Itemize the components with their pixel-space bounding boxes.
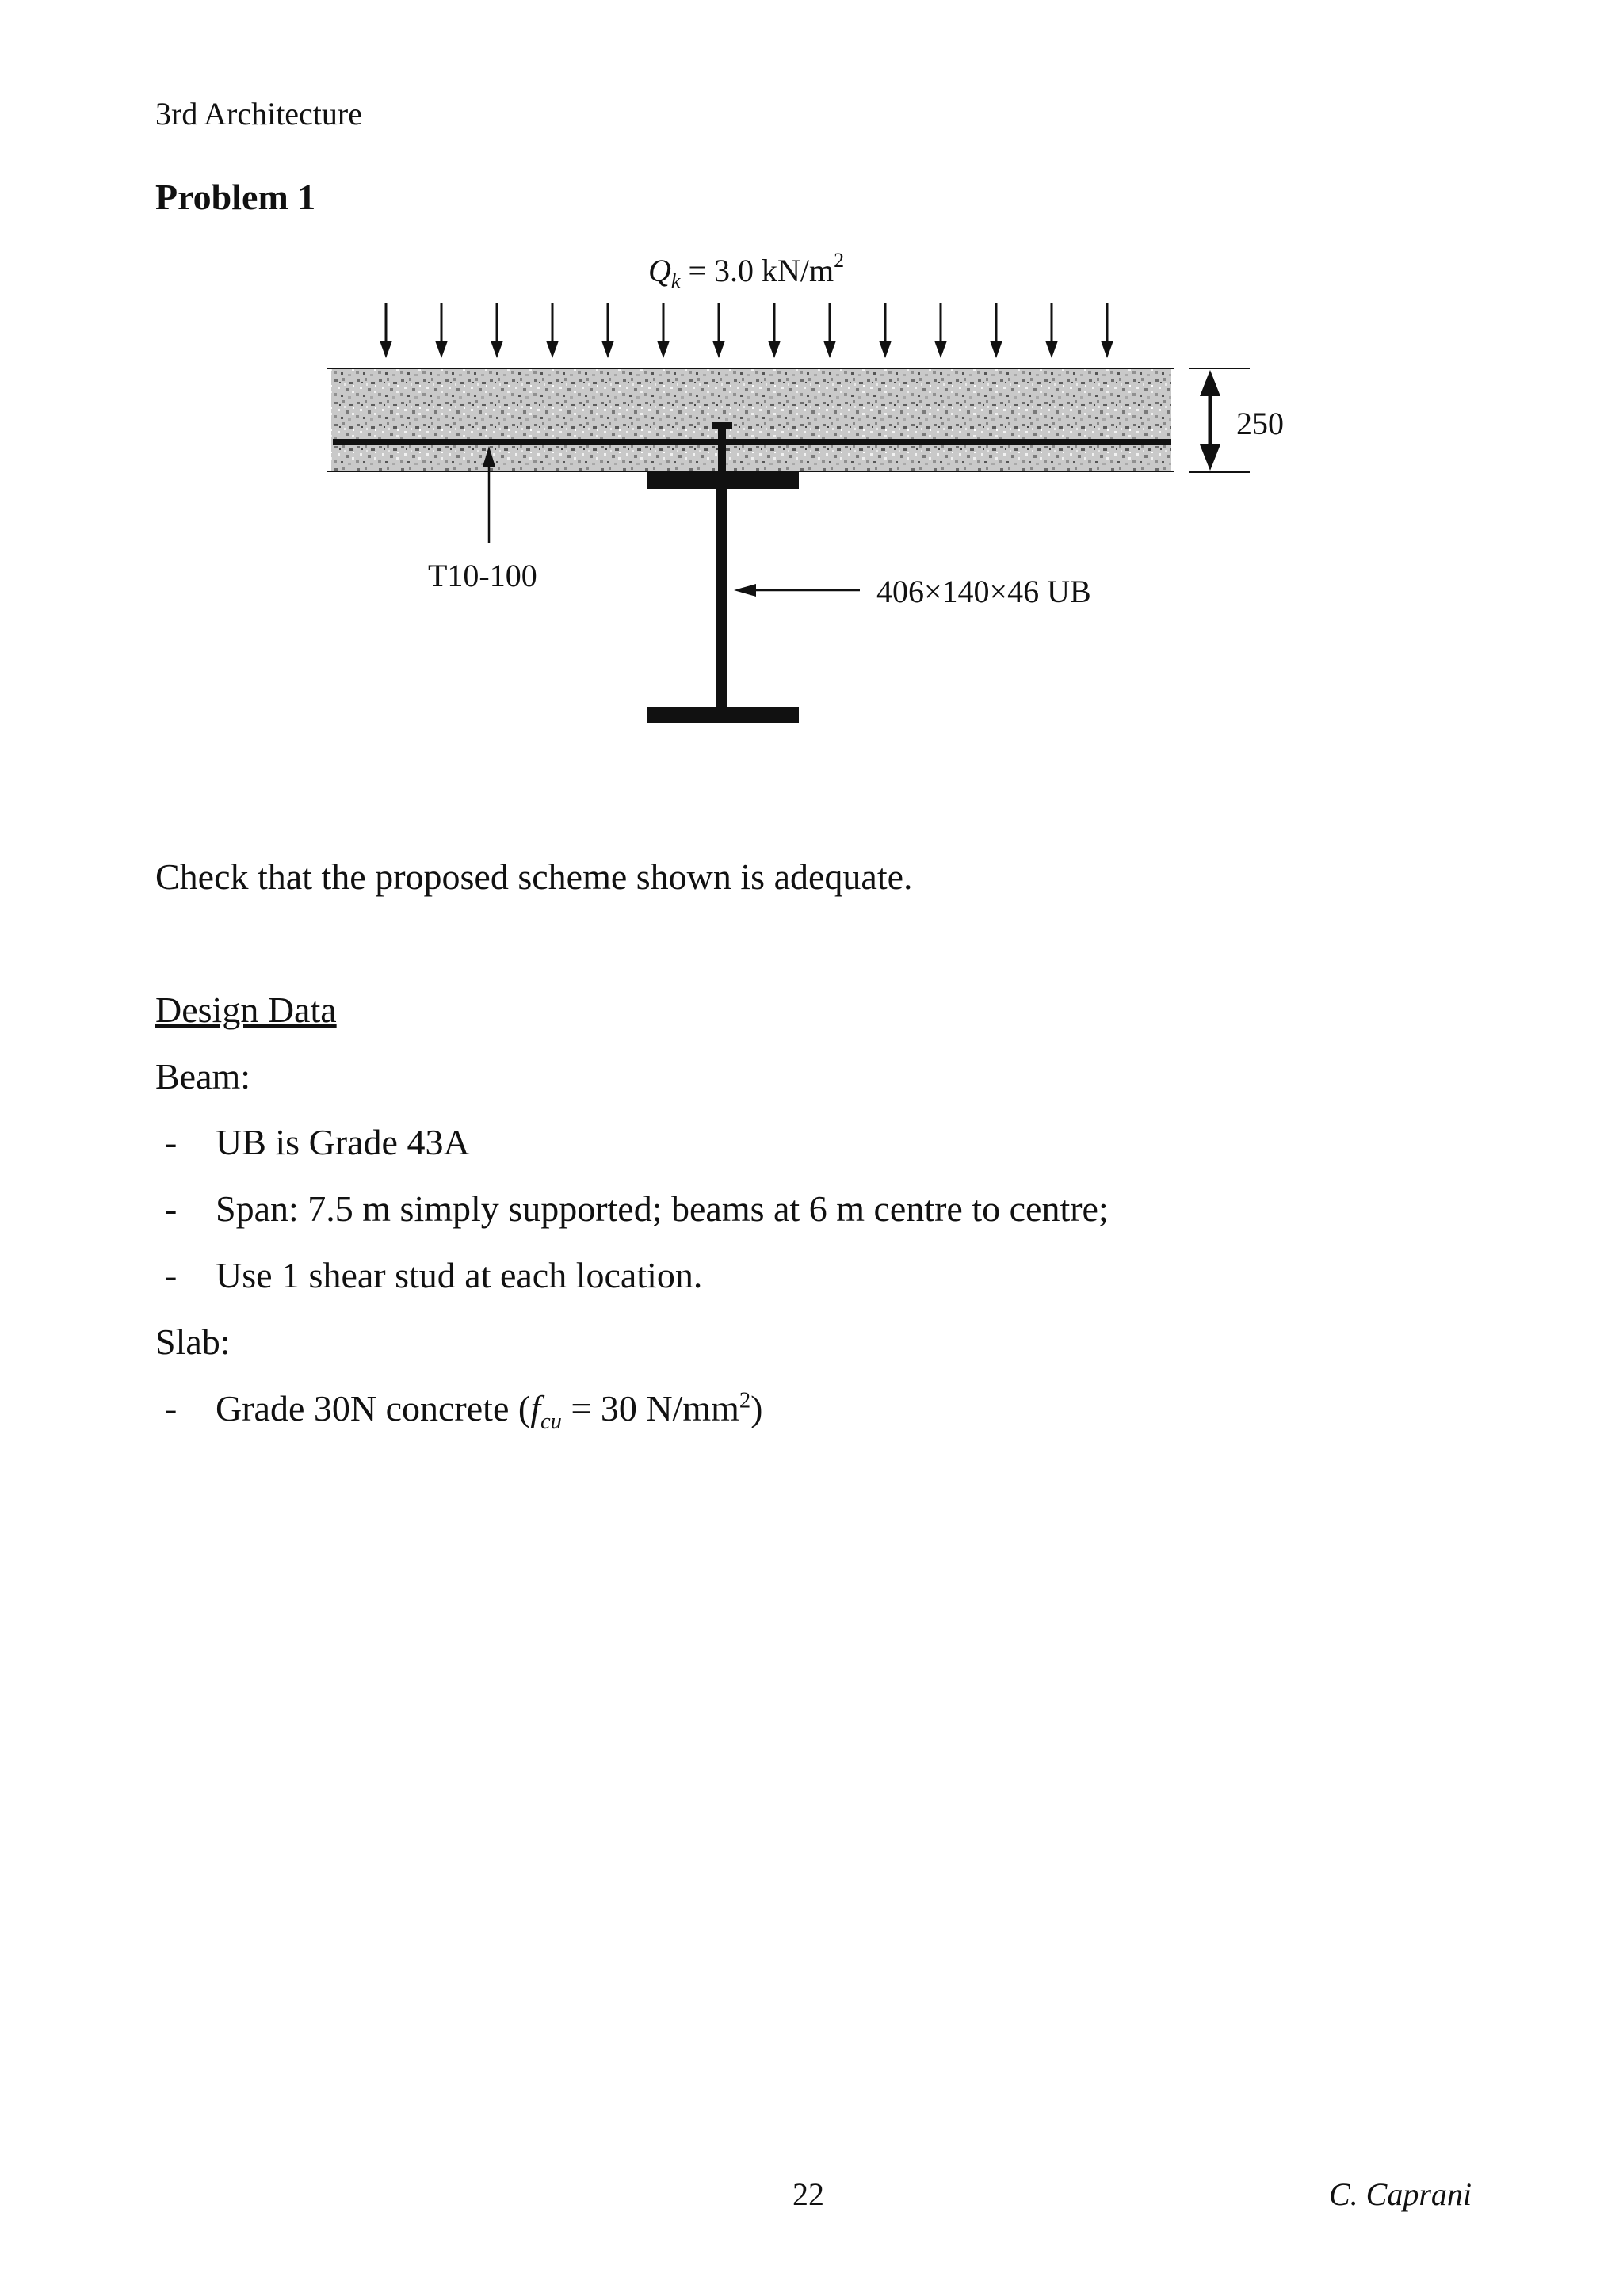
- load-arrow-head: [879, 341, 892, 358]
- bullet-dash: -: [165, 1255, 178, 1295]
- load-arrow-head: [1101, 341, 1113, 358]
- list-item: [0, 1387, 1623, 1435]
- slab-item-concrete: Grade 30N concrete ($f_{cu} = 30$ $N/mm^2$): [216, 1388, 763, 1435]
- depth-label: 250: [1236, 406, 1284, 441]
- list-item: [0, 1121, 1623, 1169]
- page-number: 22: [792, 2176, 824, 2212]
- concrete-slab: [331, 368, 1171, 471]
- load-arrow-head: [546, 341, 559, 358]
- list-item: [0, 1254, 1623, 1302]
- bullet-dash: -: [165, 1188, 178, 1229]
- load-arrow-head: [990, 341, 1002, 358]
- load-arrow-head: [601, 341, 614, 358]
- load-arrow-head: [657, 341, 670, 358]
- slab-heading: Slab:: [155, 1322, 231, 1362]
- rebar-label: T10-100: [428, 558, 537, 593]
- author-footer: C. Caprani: [1329, 2176, 1472, 2212]
- load-arrow-head: [380, 341, 392, 358]
- load-arrow-head: [823, 341, 836, 358]
- rebar-callout: [483, 446, 495, 543]
- load-arrow-head: [1045, 341, 1058, 358]
- design-data-heading: Design Data: [155, 990, 337, 1030]
- beam-item-span: Span: 7.5 m simply supported; beams at 6 m centre to centre;: [216, 1188, 1109, 1229]
- load-arrow-head: [491, 341, 503, 358]
- beam-item-studs: Use 1 shear stud at each location.: [216, 1255, 703, 1295]
- beam-label: 406×140×46 UB: [876, 574, 1091, 609]
- bullet-dash: -: [165, 1122, 178, 1162]
- list-item: [0, 1188, 1623, 1235]
- problem-title: Problem 1: [155, 177, 316, 217]
- load-arrow-head: [712, 341, 725, 358]
- beam-callout: [734, 584, 860, 597]
- composite-section-figure: [0, 0, 1623, 792]
- running-header: 3rd Architecture: [155, 96, 362, 132]
- load-arrow-head: [768, 341, 781, 358]
- load-label: $Q_k = 3.0$ $kN/m^2$: [648, 249, 845, 292]
- universal-beam: [647, 472, 799, 723]
- beam-heading: Beam:: [155, 1056, 251, 1097]
- load-arrow-head: [435, 341, 448, 358]
- load-arrow-head: [934, 341, 947, 358]
- bullet-dash: -: [165, 1388, 178, 1428]
- distributed-load-arrows: [380, 303, 1113, 358]
- beam-item-grade: UB is Grade 43A: [216, 1122, 470, 1162]
- instruction-text: Check that the proposed scheme shown is adequate.: [155, 856, 913, 897]
